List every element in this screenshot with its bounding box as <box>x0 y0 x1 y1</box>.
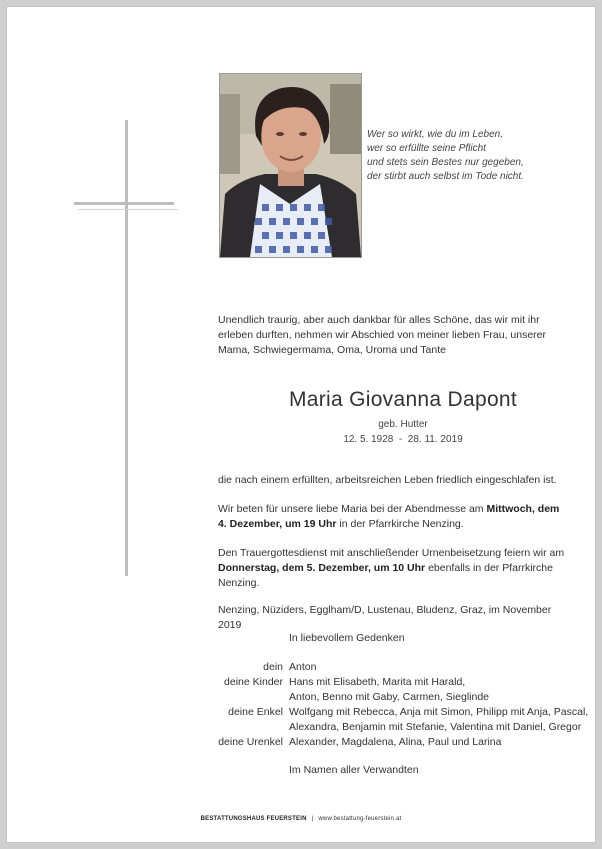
mass-location: in der Pfarrkirche Nenzing. <box>336 518 464 530</box>
deceased-name: Maria Giovanna Dapont <box>288 388 518 411</box>
life-dates: 12. 5. 1928 - 28. 11. 2019 <box>343 434 463 445</box>
footer-website[interactable]: www.bestattung-feuerstein.at <box>318 816 402 822</box>
footer-separator: | <box>311 816 314 822</box>
relative-label-husband: dein <box>263 661 283 673</box>
mass-text: Wir beten für unsere liebe Maria bei der Abendmesse am <box>218 503 487 515</box>
paragraph-peaceful: die nach einem erfüllten, arbeitsreichen Leben friedlich eingeschlafen ist. <box>218 474 557 486</box>
poem-line: der stirbt auch selbst im Tode nicht. <box>367 171 524 182</box>
relative-label-great-grandchildren: deine Urenkel <box>218 736 283 748</box>
footer-company: BESTATTUNGSHAUS FEUERSTEIN <box>200 816 307 822</box>
service-text: Den Trauergottesdienst mit anschließender Urnenbeisetzung feiern wir am <box>218 547 565 559</box>
cross-horizontal-bar <box>74 202 174 205</box>
portrait-photo <box>219 73 362 258</box>
parte-page <box>6 6 596 843</box>
closing-line: Im Namen aller Verwandten <box>289 764 419 776</box>
paragraph-funeral-service <box>218 546 568 591</box>
poem-line: und stets sein Bestes nur gegeben, <box>367 157 524 168</box>
service-location: ebenfalls in der Pfarrkirche Nenzing. <box>218 562 553 589</box>
relative-names-children-2: Anton, Benno mit Gaby, Carmen, Sieglinde <box>289 691 489 703</box>
places-and-date: Nenzing, Nüziders, Egglham/D, Lustenau, Bludenz, Graz, im November 2019 <box>218 604 552 631</box>
poem-line: Wer so wirkt, wie du im Leben, <box>367 129 503 140</box>
relative-label-children: deine Kinder <box>224 676 283 688</box>
service-date: Donnerstag, dem 5. Dezember, um 10 Uhr <box>218 562 426 574</box>
relative-names-children-1: Hans mit Elisabeth, Marita mit Harald, <box>289 676 466 688</box>
maiden-name: geb. Hutter <box>378 419 428 430</box>
relative-names-husband: Anton <box>289 661 317 673</box>
footer <box>7 816 595 822</box>
intro-text: Unendlich traurig, aber auch dankbar für alles Schöne, das wir mit ihr erleben durften, nehmen wir Abschied von meiner lieben Frau, unserer Mama, Schwiegermama, Oma, Uroma und Tante <box>218 314 547 356</box>
relative-names-great-grandchildren: Alexander, Magdalena, Alina, Paul und Larina <box>289 736 502 748</box>
poem-line: wer so erfüllte seine Pflicht <box>367 143 486 154</box>
cross-horizontal-line <box>78 209 178 210</box>
relative-names-grandchildren-2: Alexandra, Benjamin mit Stefanie, Valentina mit Daniel, Gregor <box>289 721 582 733</box>
poem <box>367 128 577 184</box>
in-memory-line: In liebevollem Gedenken <box>289 632 405 644</box>
relative-label-grandchildren: deine Enkel <box>228 706 283 718</box>
paragraph-evening-mass <box>218 502 568 532</box>
relative-names-grandchildren-1: Wolfgang mit Rebecca, Anja mit Simon, Philipp mit Anja, Pascal, <box>289 706 589 718</box>
cross-vertical-bar <box>125 120 128 576</box>
mass-date: Mittwoch, dem 4. Dezember, um 19 Uhr <box>218 503 560 530</box>
